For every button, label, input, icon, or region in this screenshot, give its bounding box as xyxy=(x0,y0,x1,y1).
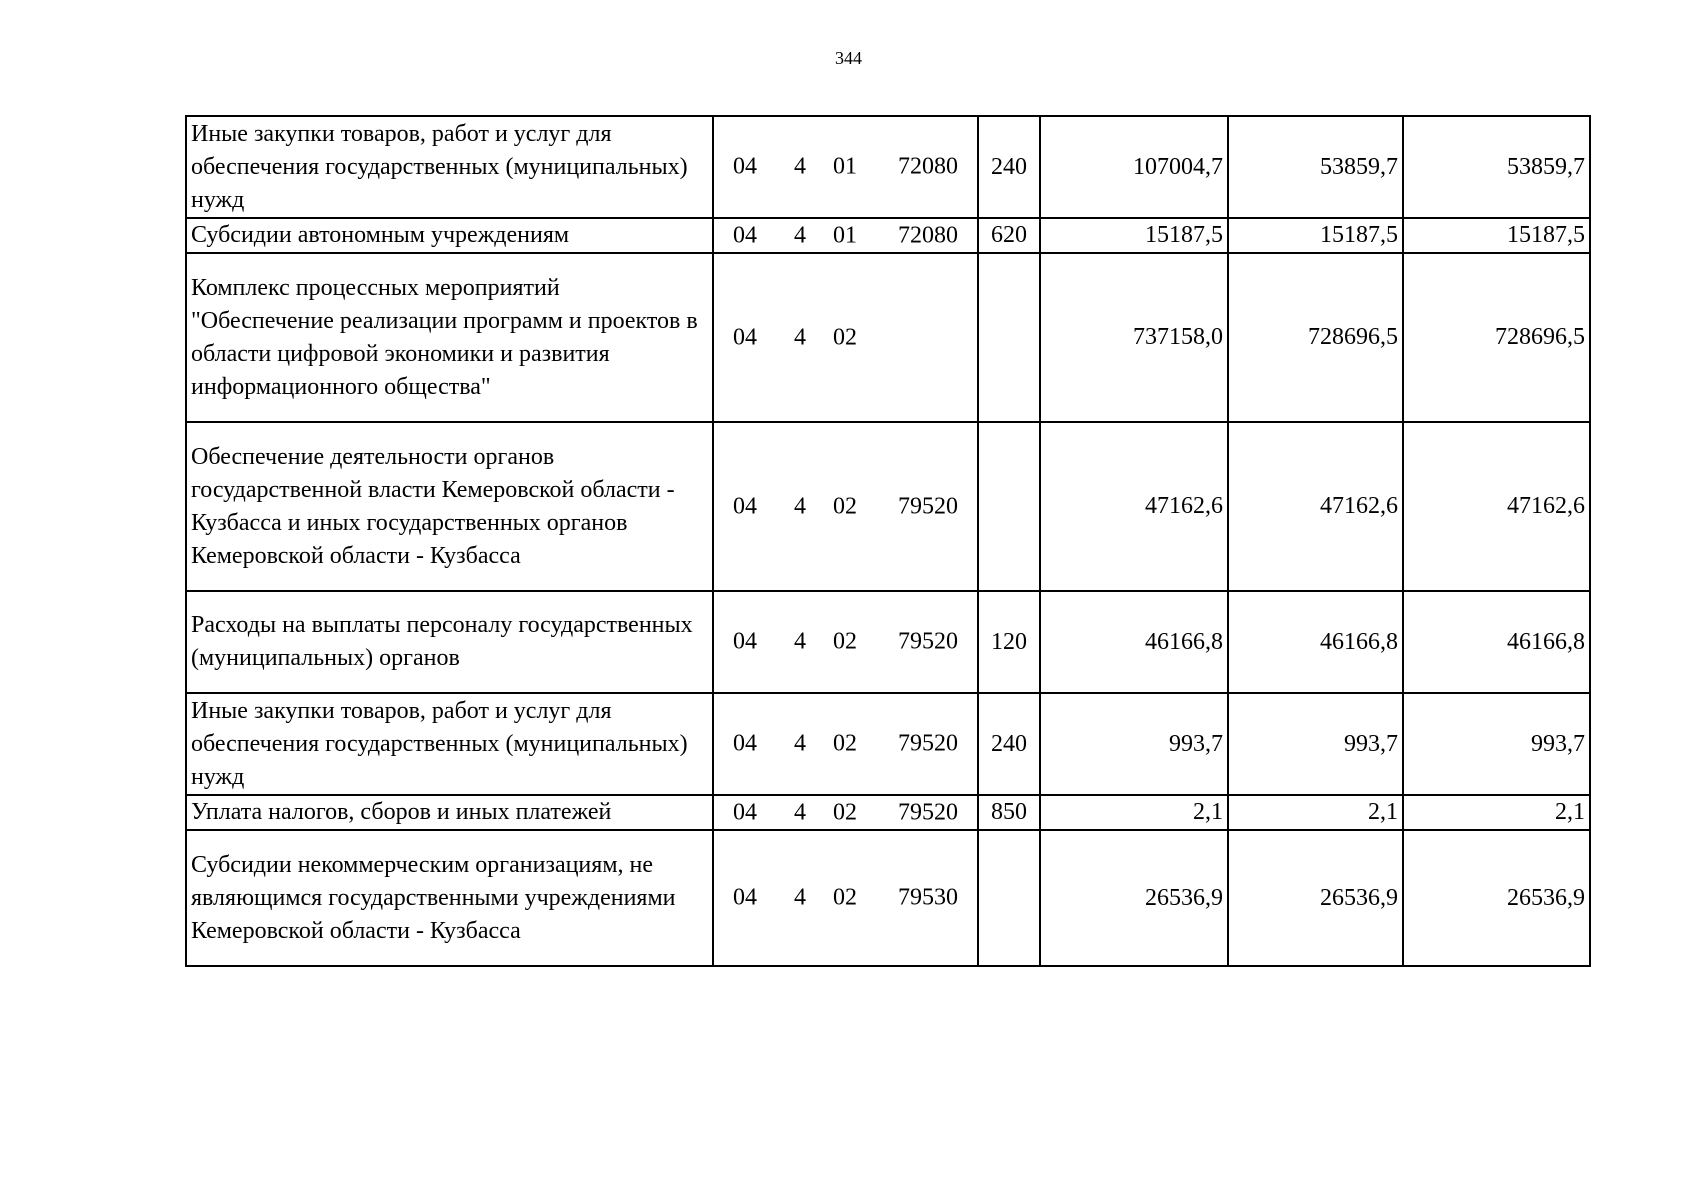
item-codes xyxy=(713,253,978,422)
sum-year-3: 26536,9 xyxy=(1403,830,1590,966)
razdel-code: 04 xyxy=(733,884,757,911)
razdel-code: 04 xyxy=(733,730,757,757)
sum-year-1: 107004,7 xyxy=(1040,116,1228,218)
program-code: 4 xyxy=(794,222,806,248)
razdel-code: 04 xyxy=(733,153,757,180)
expense-type-code xyxy=(978,422,1040,591)
program-code: 4 xyxy=(794,799,806,825)
sum-year-3: 993,7 xyxy=(1403,693,1590,795)
razdel-code: 04 xyxy=(733,222,757,248)
item-name: Субсидии автономным учреждениям xyxy=(186,218,713,253)
item-codes xyxy=(713,591,978,693)
expense-type-code xyxy=(978,253,1040,422)
table-row xyxy=(186,422,1590,591)
direction-code: 79520 xyxy=(898,628,958,655)
direction-code: 79520 xyxy=(898,493,958,519)
program-code: 4 xyxy=(794,153,806,180)
expense-type-code: 850 xyxy=(978,795,1040,830)
expense-type-code: 620 xyxy=(978,218,1040,253)
expense-type-code: 240 xyxy=(978,116,1040,218)
table-row xyxy=(186,591,1590,693)
item-codes xyxy=(713,830,978,966)
page-number: 344 xyxy=(835,48,862,68)
table-row xyxy=(186,253,1590,422)
sum-year-2: 728696,5 xyxy=(1228,253,1403,422)
item-codes xyxy=(713,693,978,795)
program-code: 4 xyxy=(794,324,806,350)
item-name: Субсидии некоммерческим организациям, не являющимся государственными учреждениями Кемеровской области - Кузбасса xyxy=(186,830,713,966)
item-name: Комплекс процессных мероприятий "Обеспечение реализации программ и проектов в области цифровой экономики и развития информационного общества" xyxy=(186,253,713,422)
table-row xyxy=(186,218,1590,253)
sum-year-2: 53859,7 xyxy=(1228,116,1403,218)
subprogram-code: 02 xyxy=(833,324,857,350)
item-codes xyxy=(713,218,978,253)
item-codes xyxy=(713,422,978,591)
subprogram-code: 02 xyxy=(833,730,857,757)
sum-year-2: 15187,5 xyxy=(1228,218,1403,253)
sum-year-1: 993,7 xyxy=(1040,693,1228,795)
sum-year-2: 46166,8 xyxy=(1228,591,1403,693)
sum-year-2: 47162,6 xyxy=(1228,422,1403,591)
item-name: Иные закупки товаров, работ и услуг для обеспечения государственных (муниципальных) нужд xyxy=(186,693,713,795)
program-code: 4 xyxy=(794,493,806,519)
sum-year-1: 26536,9 xyxy=(1040,830,1228,966)
item-name: Расходы на выплаты персоналу государственных (муниципальных) органов xyxy=(186,591,713,693)
subprogram-code: 02 xyxy=(833,628,857,655)
sum-year-2: 993,7 xyxy=(1228,693,1403,795)
sum-year-2: 26536,9 xyxy=(1228,830,1403,966)
subprogram-code: 01 xyxy=(833,222,857,248)
direction-code: 72080 xyxy=(898,222,958,248)
sum-year-3: 728696,5 xyxy=(1403,253,1590,422)
direction-code: 79530 xyxy=(898,884,958,911)
razdel-code: 04 xyxy=(733,628,757,655)
item-codes xyxy=(713,795,978,830)
expense-type-code xyxy=(978,830,1040,966)
item-name: Уплата налогов, сборов и иных платежей xyxy=(186,795,713,830)
table-row xyxy=(186,795,1590,830)
sum-year-3: 15187,5 xyxy=(1403,218,1590,253)
sum-year-3: 46166,8 xyxy=(1403,591,1590,693)
razdel-code: 04 xyxy=(733,799,757,825)
sum-year-3: 2,1 xyxy=(1403,795,1590,830)
sum-year-1: 737158,0 xyxy=(1040,253,1228,422)
sum-year-3: 53859,7 xyxy=(1403,116,1590,218)
subprogram-code: 02 xyxy=(833,884,857,911)
item-name: Обеспечение деятельности органов государственной власти Кемеровской области - Кузбасса и иных государственных органов Кемеровской области - Кузбасса xyxy=(186,422,713,591)
razdel-code: 04 xyxy=(733,493,757,519)
sum-year-3: 47162,6 xyxy=(1403,422,1590,591)
sum-year-2: 2,1 xyxy=(1228,795,1403,830)
razdel-code: 04 xyxy=(733,324,757,350)
table-row xyxy=(186,693,1590,795)
program-code: 4 xyxy=(794,884,806,911)
program-code: 4 xyxy=(794,628,806,655)
sum-year-1: 2,1 xyxy=(1040,795,1228,830)
table-row xyxy=(186,116,1590,218)
sum-year-1: 46166,8 xyxy=(1040,591,1228,693)
sum-year-1: 15187,5 xyxy=(1040,218,1228,253)
subprogram-code: 02 xyxy=(833,493,857,519)
subprogram-code: 02 xyxy=(833,799,857,825)
direction-code: 79520 xyxy=(898,730,958,757)
expense-type-code: 240 xyxy=(978,693,1040,795)
direction-code: 72080 xyxy=(898,153,958,180)
direction-code: 79520 xyxy=(898,799,958,825)
item-name: Иные закупки товаров, работ и услуг для обеспечения государственных (муниципальных) нужд xyxy=(186,116,713,218)
subprogram-code: 01 xyxy=(833,153,857,180)
program-code: 4 xyxy=(794,730,806,757)
expense-type-code: 120 xyxy=(978,591,1040,693)
item-codes xyxy=(713,116,978,218)
table-row xyxy=(186,830,1590,966)
budget-table xyxy=(185,115,1591,967)
sum-year-1: 47162,6 xyxy=(1040,422,1228,591)
